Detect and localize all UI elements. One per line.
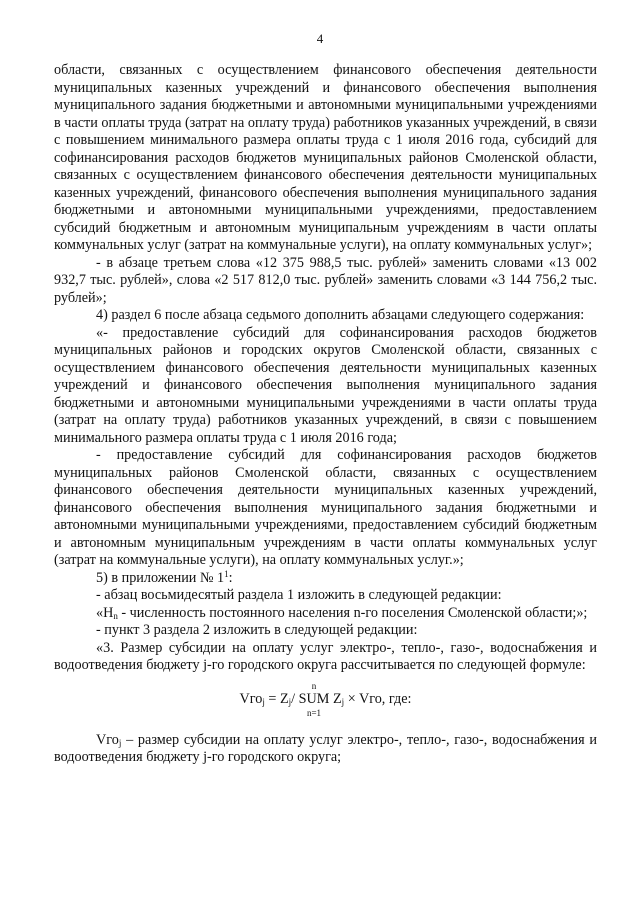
formula-lhs-sub: j <box>262 696 265 707</box>
paragraph-quoted-1: «- предоставление субсидий для софинансирования расходов бюджетов муниципальных районов и городских округов Смоленской области, связанных с осуществлением финансового обеспечения деятельности муниципальных казенных учреждений и финансового обеспечения выполнения муниципального задания бюджетными и автономными муниципальными учреждениями в части оплаты труда (затрат на оплату труда) работников указанных учреждений, в связи с повышением минимального размера оплаты труда с 1 июля 2016 года; <box>54 324 597 446</box>
formula-sum-upper: n <box>311 680 317 691</box>
item-5-tail: : <box>228 569 233 586</box>
formula-sum <box>299 681 330 718</box>
formula-z-sub: j <box>288 696 292 707</box>
vgo-rest: – размер субсидии на оплату услуг электро-, тепло-, газо-, водоснабжения и водоотведения бюджету j-го городского округа; <box>54 731 597 765</box>
formula-sum-lower: n=1 <box>306 707 322 718</box>
hn-open: «Н <box>96 604 114 621</box>
paragraph-continuation: области, связанных с осуществлением финансового обеспечения деятельности муниципальных казенных учреждений и финансового обеспечения выполнения муниципального задания бюджетными и автономными муниципальными учреждениями в части оплаты труда (затрат на оплату труда) работников указанных учреждений, в связи с повышением минимального размера оплаты труда с 1 июля 2016 года, субсидий для софинансирования расходов бюджетов муниципальных районов Смоленской области, связанных с осуществлением финансового обеспечения деятельности муниципальных казенных учреждений, финансового обеспечения выполнения муниципального задания бюджетными и автономными муниципальными учреждениями, предоставлением субсидий бюджетным и автономным муниципальным учреждениям в части оплаты коммунальных услуг (затрат на коммунальные услуги), на оплату коммунальных услуг»; <box>54 62 597 253</box>
document-body <box>54 62 597 767</box>
item-5-superscript: 1 <box>224 568 229 579</box>
paragraph-definition-vgo <box>54 732 597 767</box>
paragraph-amendment-figures: - в абзаце третьем слова «12 375 988,5 тыс. рублей» заменить словами «13 002 932,7 тыс. рублей», слова «2 517 812,0 тыс. рублей» заменить словами «3 144 756,2 тыс. рублей»; <box>54 254 597 306</box>
formula-slash: / <box>291 690 299 707</box>
paragraph-section-2-change: - пункт 3 раздела 2 изложить в следующей редакции: <box>96 622 418 638</box>
formula-rest: × Vго, где: <box>344 690 412 707</box>
formula-lhs: Vго <box>239 690 263 707</box>
formula-z2-sub: j <box>341 696 345 707</box>
subsidy-formula <box>54 681 597 718</box>
paragraph-section-1-change: - абзац восьмидесятый раздела 1 изложить в следующей редакции: <box>96 587 502 603</box>
paragraph-item-5 <box>54 570 597 588</box>
page-number: 4 <box>316 31 324 46</box>
vgo-var: Vго <box>96 731 119 748</box>
paragraph-item-4: 4) раздел 6 после абзаца седьмого дополнить абзацами следующего содержания: <box>96 307 585 323</box>
item-5-text: 5) в приложении № 1 <box>96 569 225 586</box>
paragraph-point-3: «3. Размер субсидии на оплату услуг электро-, тепло-, газо-, водоснабжения и водоотведения бюджету j-го городского округа рассчитывается по следующей формуле: <box>54 639 597 673</box>
hn-subscript: n <box>113 610 118 621</box>
paragraph-definition-hn <box>54 605 597 623</box>
formula-eq: = Z <box>264 690 289 707</box>
paragraph-quoted-2: - предоставление субсидий для софинансирования расходов бюджетов муниципальных районов Смоленской области, связанных с осуществлением финансового обеспечения деятельности муниципальных казенных учреждений, финансового обеспечения выполнения муниципального задания бюджетными и автономными муниципальными учреждениями, предоставлением субсидий бюджетным и автономным муниципальным учреждениям в части оплаты коммунальных услуг (затрат на коммунальные услуги), на оплату коммунальных услуг.»; <box>54 447 597 568</box>
formula-z2: Z <box>329 690 342 707</box>
hn-rest: - численность постоянного населения n-го поселения Смоленской области;»; <box>117 604 588 621</box>
formula-sum-label: SUM <box>298 690 330 707</box>
vgo-subscript: j <box>118 737 122 748</box>
